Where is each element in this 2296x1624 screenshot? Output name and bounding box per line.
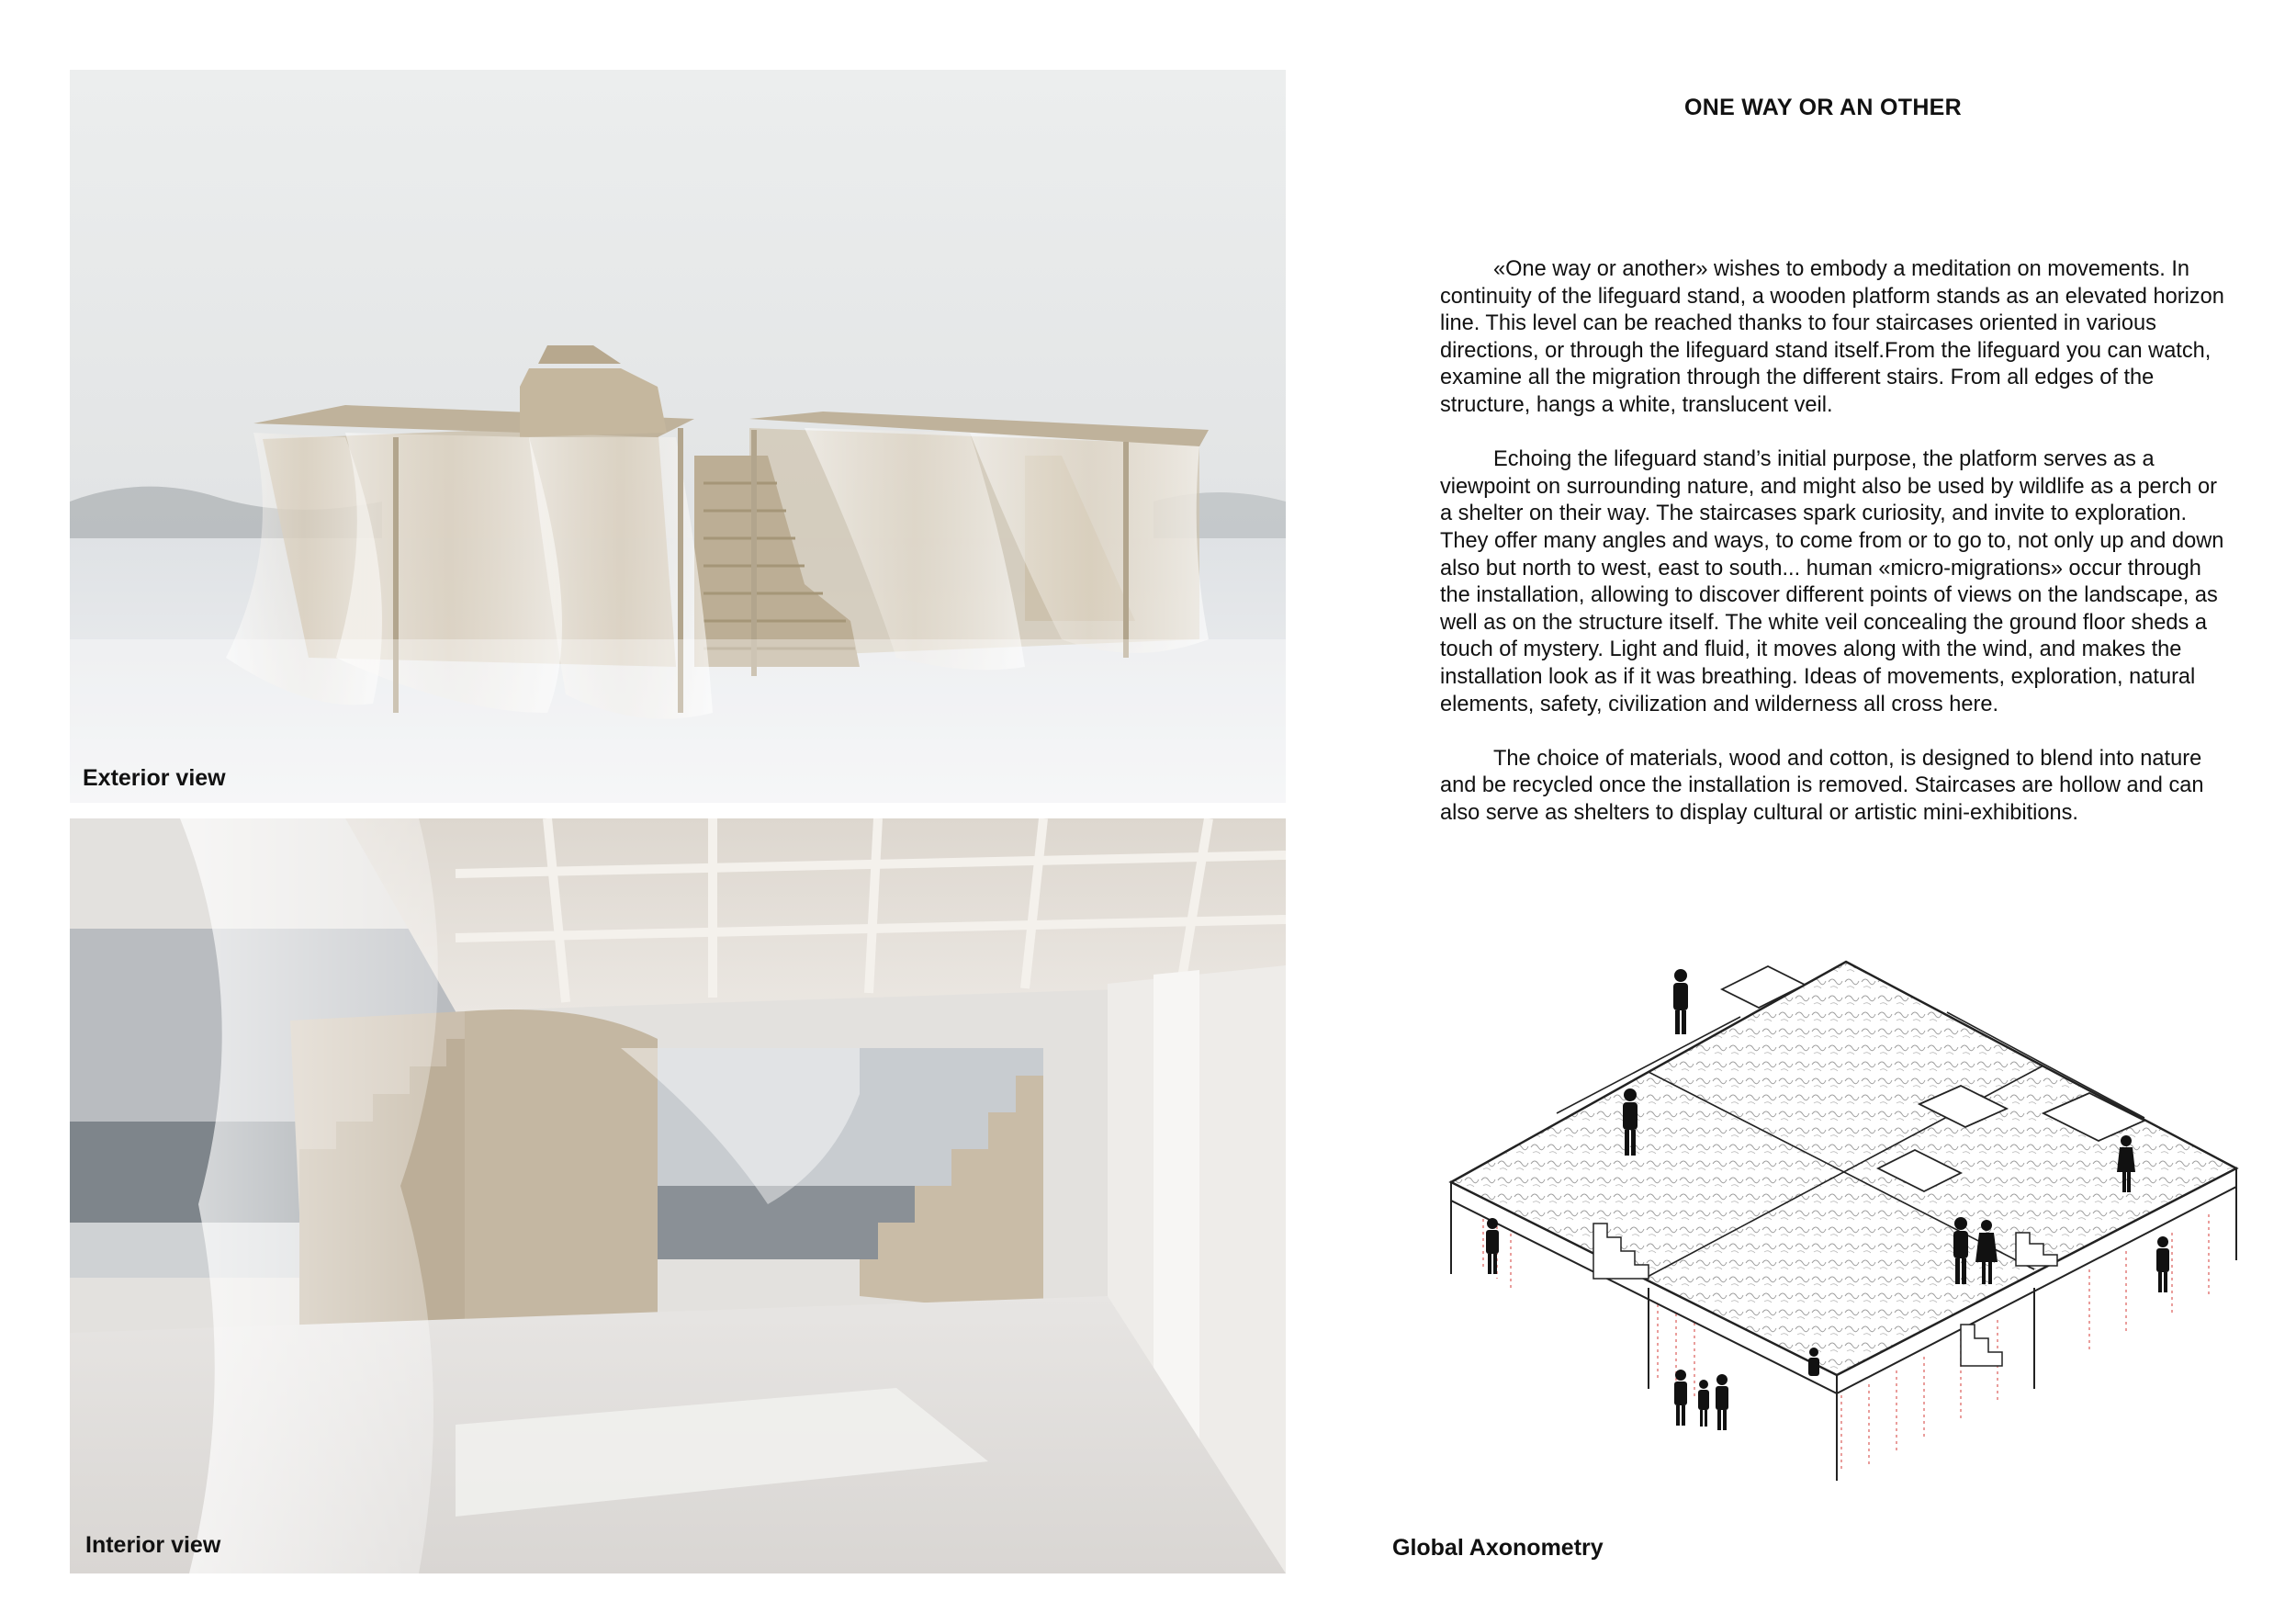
global-axonometry-drawing <box>1446 957 2244 1508</box>
axonometry-caption: Global Axonometry <box>1392 1535 1604 1561</box>
paragraph-1: «One way or another» wishes to embody a meditation on movements. In continuity of the lifeguard stand, a wooden platform stands as an elevated horizon line. This level can be reached thanks to four staircases oriented in various directions, or through the lifeguard stand itself.From the lifeguard you can watch, examine all the migration through the different stairs. From all edges of the structure, hangs a white, translucent veil. <box>1440 257 2224 417</box>
interior-view-image <box>70 818 1286 1573</box>
exterior-render <box>70 70 1286 803</box>
exterior-view-caption: Exterior view <box>83 765 226 791</box>
axonometry-svg <box>1446 957 2244 1508</box>
interior-render <box>70 818 1286 1573</box>
paragraph-3: The choice of materials, wood and cotton, is designed to blend into nature and be recycled once the installation is removed. Staircases are hollow and can also serve as shelters to display cultural or artistic mini-exhibitions. <box>1440 746 2204 825</box>
exterior-view-image <box>70 70 1286 803</box>
description-text <box>1440 256 2232 854</box>
interior-view-caption: Interior view <box>85 1532 221 1558</box>
paragraph-2: Echoing the lifeguard stand’s initial purpose, the platform serves as a viewpoint on surrounding nature, and might also be used by wildlife as a perch or a shelter on their way. The staircases spark curiosity, and invite to exploration. They offer many angles and ways, to come from or to go to, not only up and down also but north to west, east to south... human «micro-migrations» occur through the installation, allowing to discover different points of views on the landscape, as well as on the structure itself. The white veil concealing the ground floor sheds a touch of mystery. Light and fluid, it moves along with the wind, and makes the installation look as if it was breathing. Ideas of movements, exploration, natural elements, safety, civilization and wilderness all cross here. <box>1440 447 2224 716</box>
page-title: ONE WAY OR AN OTHER <box>1683 95 1963 120</box>
